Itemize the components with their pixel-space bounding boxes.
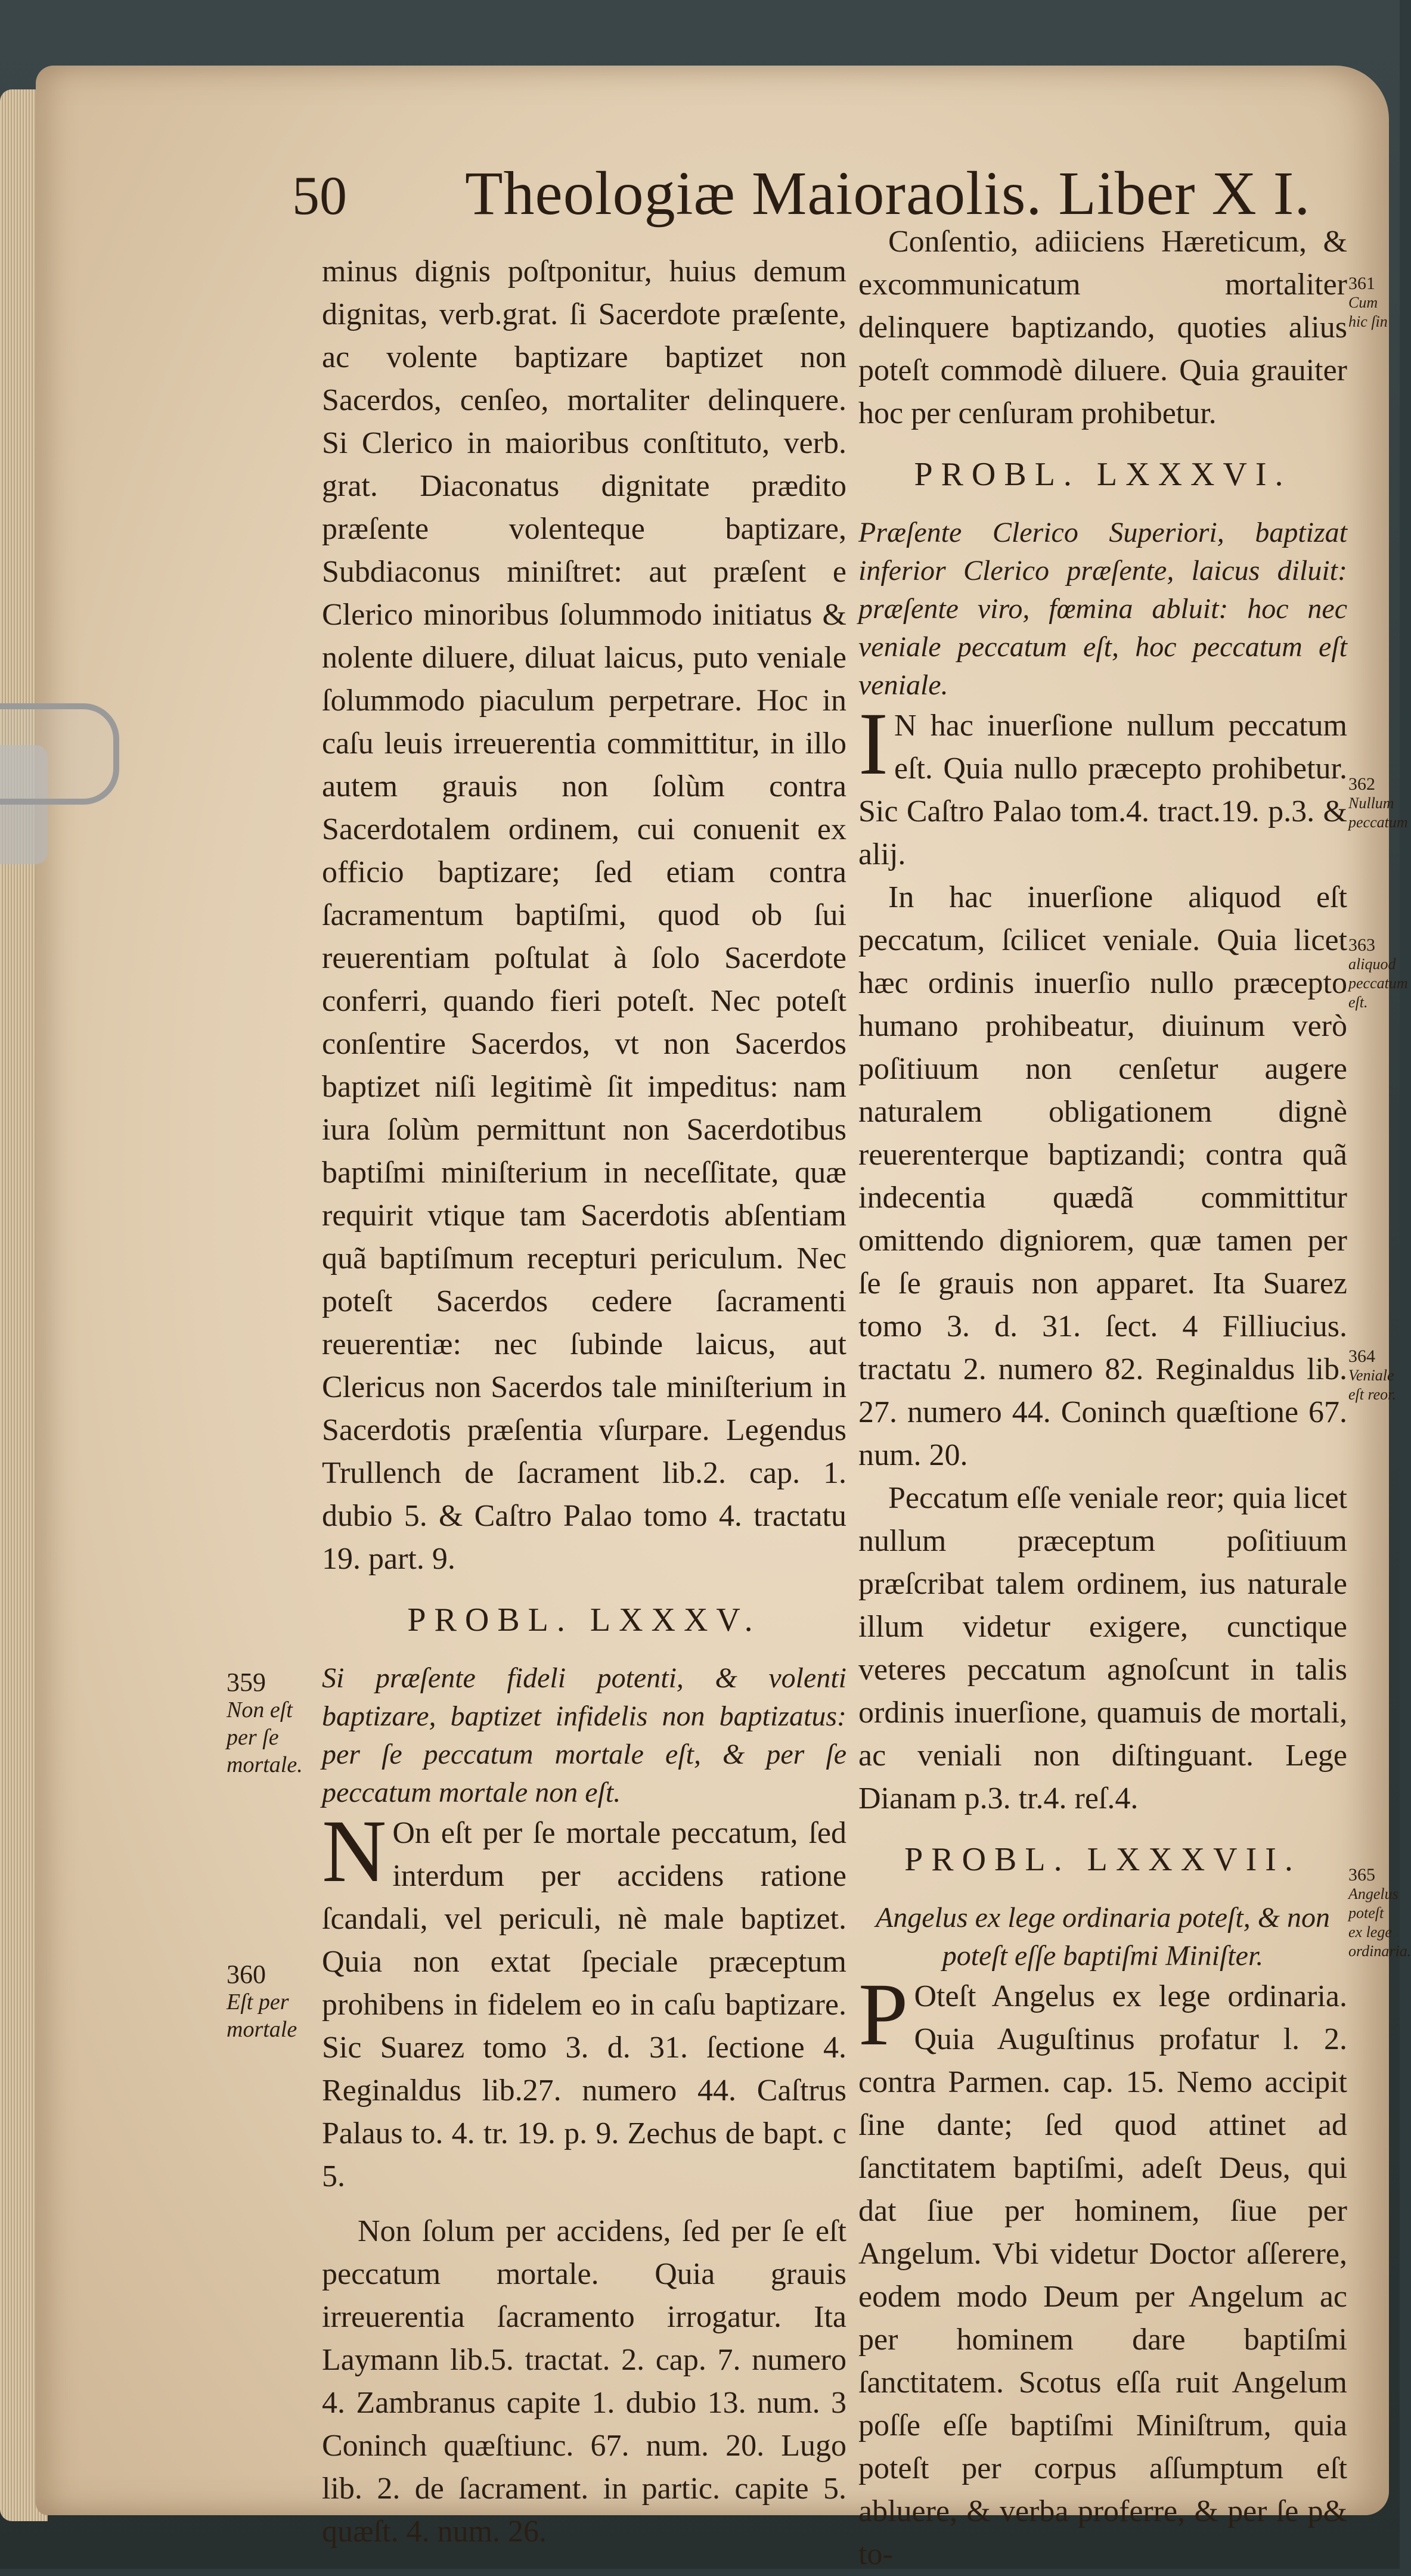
paragraph-363: In hac inuerſione aliquod eſt peccatum, ſcilicet veniale. Quia licet hæc ordinis inuerſio nullo præcepto humano prohibeatur, diuinum verò poſitiuum non cenſetur augere naturalem obligationem dignè reuerenterque baptizandi; contra quã indecentia quædã committitur omittendo digniorem, quæ tamen per ſe ſe grauis non apparet. Ita Suarez tomo 3. d. 31. ſect. 4 Filliucius. tractatu 2. numero 82. Reginaldus lib. 27. numero 44. Coninch quæſtione 67. num. 20. (858, 880, 1347, 1472)
margin-note-360 (227, 1961, 328, 2043)
margin-note-362 (1348, 774, 1408, 832)
margin-note-363 (1348, 935, 1408, 1012)
margin-note-360-number: 360 (227, 1960, 266, 1989)
margin-note-362-number: 362 (1348, 774, 1375, 794)
margin-note-364 (1348, 1347, 1396, 1404)
paragraph-359-text: On eſt per ſe mortale peccatum, ſed interdum per accidens ratione ſcandali, vel periculi, nè male baptizet. Quia non extat ſpeciale præceptum prohibens in fidelem eo in caſu baptizare. Sic Suarez tomo 3. d. 31. ſectione 4. Reginaldus lib.27. numero 44. Caſtrus Palaus to. 4. tr. 19. p. 9. Zechus de bapt. c 5. (322, 1816, 846, 2193)
summary-probl-87: Angelus ex lege ordinaria poteſt, & non poteſt eſſe baptiſmi Miniſter. (875, 1902, 1331, 1972)
margin-note-364-number: 364 (1348, 1346, 1375, 1366)
paragraph-365-text: Oteſt Angelus ex lege ordinaria. Quia Auguſtinus profatur l. 2. contra Parmen. cap. 15. Nemo accipit ſine dante; ſed quod attinet ad ſanctitatem baptiſmi, adeſt Deus, qui dat ſiue per hominem, ſiue per Angelum. Vbi videtur Doctor aſſerere, eodem modo Deum per Angelum ac per hominem dare baptiſmi ſanctitatem. Scotus eſſa ruit Angelum poſſe eſſe baptiſmi Miniſtrum, quia poteſt per corpus aſſumptum eſt abluere, & verba proferre, & per ſe p& to- (858, 1979, 1347, 2571)
dropcap-i: I (858, 694, 888, 793)
paragraph-365 (858, 1965, 1347, 2576)
margin-note-360-text: Eſt per mortale (227, 1990, 297, 2042)
heading-probl-86: PROBL. LXXXVI. (914, 456, 1292, 493)
margin-note-363-number: 363 (1348, 935, 1375, 955)
margin-note-365-number: 365 (1348, 1865, 1375, 1885)
paper-clip (0, 703, 119, 805)
margin-note-359 (227, 1669, 328, 1779)
margin-note-361 (1348, 274, 1396, 331)
paragraph-359 (322, 1802, 846, 2198)
dropcap-p: P (858, 1965, 908, 2064)
margin-note-365 (1348, 1865, 1411, 1961)
paragraph-364: Peccatum eſſe veniale reor; quia licet nullum præceptum poſitiuum præſcribat talem ordinem, ius naturale illum videtur exigere, cunctique veteres peccatum agnoſcunt in talis ordinis inuerſione, quamuis de mortali, ac veniali non diſtinguant. Lege Dianam p.3. tr.4. reſ.4. (858, 1481, 1347, 1815)
heading-probl-87: PROBL. LXXXVII. (904, 1841, 1301, 1878)
right-paragraph-top: Conſentio, adiiciens Hæreticum, & excommunicatum mortaliter delinquere baptizando, quoties alius poteſt commodè diluere. Quia grauiter hoc per cenſuram prohibetur. (858, 225, 1347, 430)
margin-note-364-text: Veniale eſt reor. (1348, 1367, 1396, 1403)
left-column (322, 250, 846, 2553)
page-number: 50 (292, 165, 347, 226)
margin-note-365-text: Angelus poteſt ex lege ordinaria. (1348, 1885, 1411, 1960)
paragraph-360: Non ſolum per accidens, ſed per ſe eſt peccatum mortale. Quia grauis irreuerentia ſacramento irrogatur. Ita Laymann lib.5. tractat. 2. cap. 7. numero 4. Zambranus capite 1. dubio 13. num. 3 Coninch quæſtiunc. 67. num. 20. Lugo lib. 2. de ſacrament. in partic. capite 5. quæſt. 4. num. 26. (322, 2214, 846, 2549)
margin-note-362-text: Nullum peccatum (1348, 794, 1408, 831)
margin-note-359-number: 359 (227, 1668, 266, 1697)
summary-probl-85: Si præſente fideli potenti, & volenti baptizare, baptizet infidelis non baptizatus: per ſe peccatum mortale eſt, & per ſe peccatum mortale non eſt. (322, 1662, 846, 1808)
margin-note-361-text: Cum hic ſin (1348, 294, 1388, 330)
summary-probl-86: Præſente Clerico Superiori, baptizat inferior Clerico præſente, laicus diluit: præſente viro, fœmina abluit: hoc nec veniale peccatum eſt, hoc peccatum eſt veniale. (858, 517, 1347, 701)
heading-probl-85: PROBL. LXXXV. (407, 1602, 761, 1638)
left-paragraph-top: minus dignis poſtponitur, huius demum dignitas, verb.grat. ſi Sacerdote præſente, ac volente baptizare baptizet non Sacerdos, cenſeo, mortaliter delinquere. Si Clerico in maioribus conſtituto, verb. grat. Diaconatus dignitate prædito præſente volenteque baptizare, Subdiaconus miniſtret: aut præſent e Clerico minoribus ſolummodo initiatus & nolente diluere, diluat laicus, puto veniale ſolummodo piaculum perpetrare. Hoc in caſu leuis irreuerentia committitur, in illo autem grauis non ſolùm contra Sacerdotalem ordinem, cui conuenit ex officio baptizare; ſed etiam contra ſacramentum baptiſmi, quod ob ſui reuerentiam poſtulat à ſolo Sacerdote conferri, quando fieri poteſt. Nec poteſt conſentire Sacerdos, vt non Sacerdos baptizet niſi legitimè ſit impeditus: nam iura ſolùm permittunt non Sacerdotibus baptiſmi miniſterium in neceſſitate, quæ requirit vtique tam Sacerdotis abſentiam quã baptiſmum recepturi periculum. Nec poteſt Sacerdos cedere ſacramenti reuerentiæ: nec ſubinde laicus, aut Clericus non Sacerdos tale miniſterium in Sacerdotis præſentia vſurpare. Legendus Trullench de ſacrament lib.2. cap. 1. dubio 5. & Caſtro Palao tomo 4. tractatu 19. part. 9. (322, 255, 846, 1576)
right-column (858, 221, 1347, 2576)
dropcap-n: N (322, 1802, 387, 1901)
paragraph-362 (858, 694, 1347, 876)
running-title: Theologiæ Maioraolis. Liber X I. (465, 159, 1311, 228)
margin-note-361-number: 361 (1348, 274, 1375, 293)
margin-note-359-text: Non eſt per ſe mortale. (227, 1697, 303, 1777)
margin-note-363-text: aliquod peccatum eſt. (1348, 955, 1408, 1011)
paragraph-362-text: N hac inuerſione nullum peccatum eſt. Quia nullo præcepto prohibetur. Sic Caſtro Palao tom.4. tract.19. p.3. & alij. (858, 709, 1347, 871)
